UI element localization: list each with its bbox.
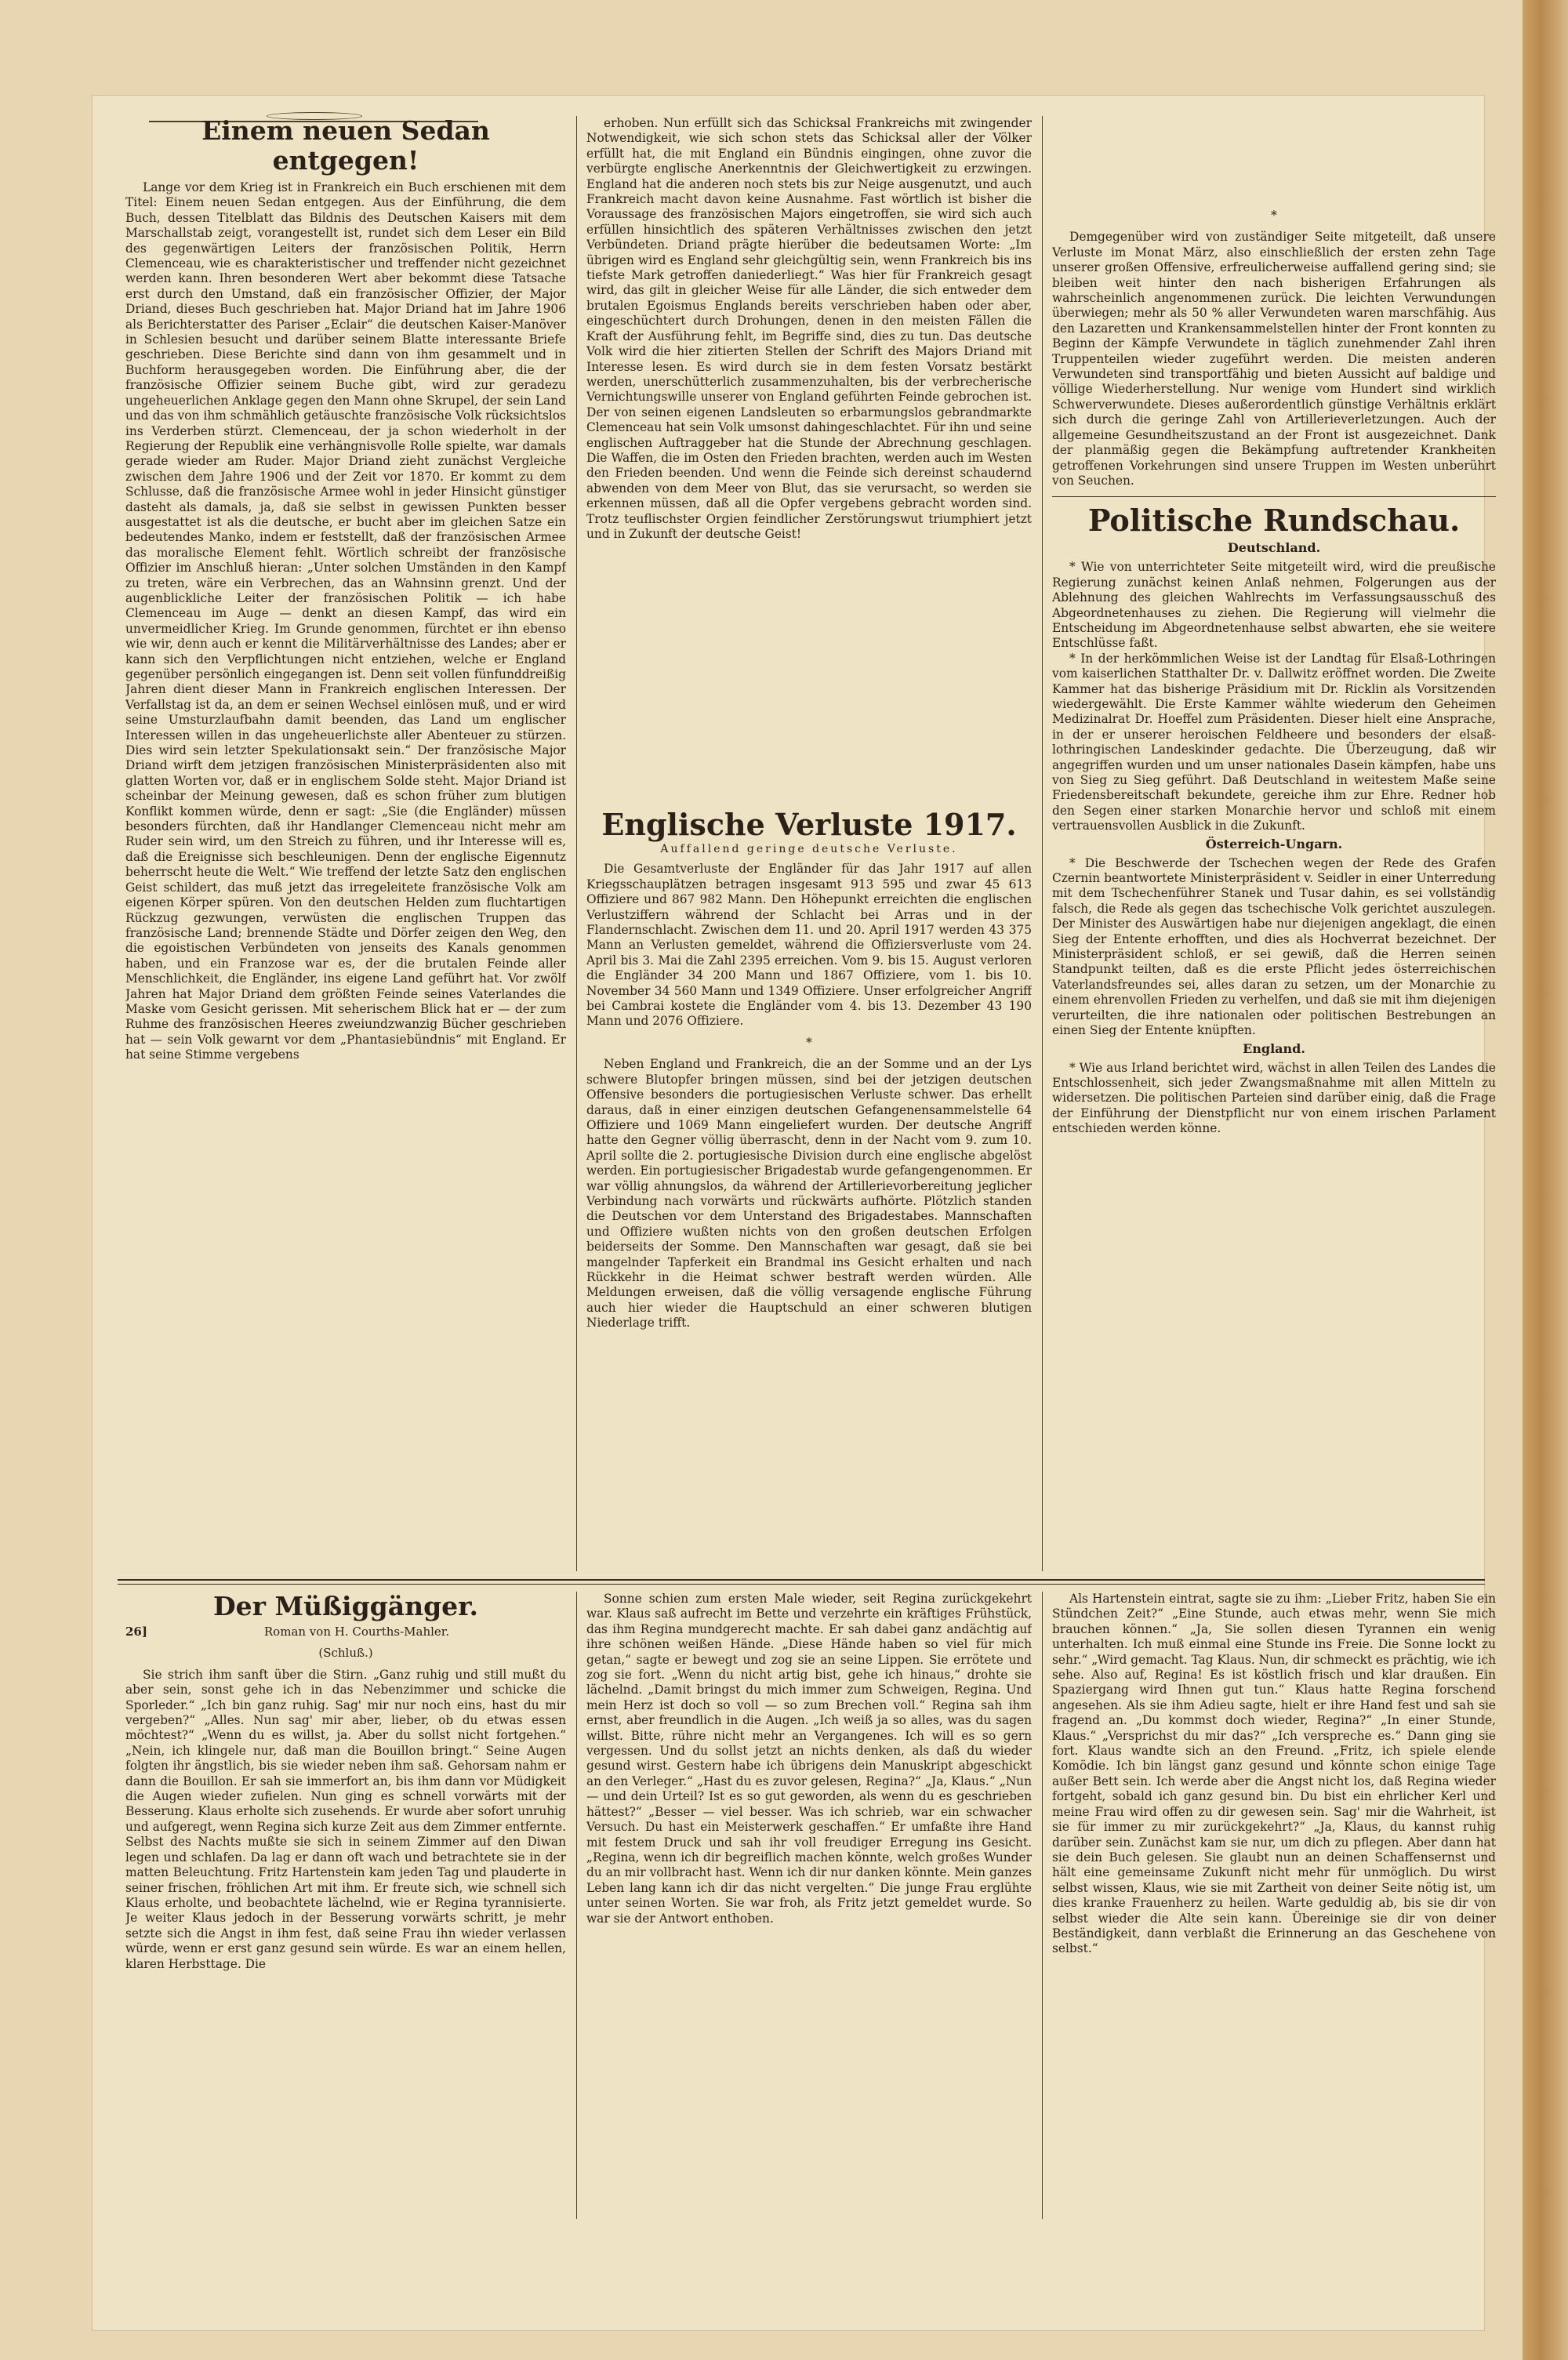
roman-rule-1 — [576, 1592, 577, 2219]
page-fold-edge — [1523, 0, 1568, 2360]
article-subtitle-verluste: Auffallend geringe deutsche Verluste. — [660, 843, 958, 855]
rundschau-paragraph: * Wie von unterrichteter Seite mitgeteilt wird, wird die preußische Regierung zunächst keinen Anlaß nehmen, Folgerungen aus der Ablehnung des gleichen Wahlrechts im Verfassungsausschuß des Abgeordnetenhauses zu ziehen. Die Regierung will vielmehr die Entscheidung im Abgeordnetenhause selbst abwarten, ehe sie weitere Entschlüsse faßt. — [1052, 560, 1496, 651]
column-3 — [1052, 116, 1496, 1574]
separator-star: * — [806, 1035, 812, 1050]
separator-star-2: * — [1271, 209, 1277, 223]
column-rule-2 — [1042, 116, 1043, 1571]
roman-title: Der Müßiggänger. — [212, 1592, 479, 1621]
roman-note: (Schluß.) — [318, 1646, 373, 1661]
roman-rule-2 — [1042, 1592, 1043, 2219]
rundschau-sections — [1052, 539, 1496, 1136]
article-title-sedan: Einem neuen Sedan entgegen! — [201, 116, 490, 176]
roman-text-1: Sie strich ihm sanft über die Stirn. „Ganz ruhig und still mußt du aber sein, sonst gehe ich in das Nebenzimmer und schicke die Sporleder.“ „Ich bin ganz ruhig. Sag' mir nur noch eins, hast du mir vergeben?“ „Alles. Nun sag' mir aber, lieber, ob du etwas essen möchtest?“ „Wenn du es willst, ja. Aber du sollst nicht fortgehen.“ „Nein, ich klingele nur, daß man die Bouillon bringt.“ Seine Augen folgten ihr ängstlich, bis sie wieder neben ihm saß. Gehorsam nahm er dann die Bouillon. Er sah sie immerfort an, bis ihm dann vor Müdigkeit die Augen wieder zufielen. Nun ging es schnell vorwärts mit der Besserung. Klaus erholte sich zusehends. Er wurde aber sofort unruhig und aufgeregt, wenn Regina sich kurze Zeit aus dem Zimmer entfernte. Selbst des Nachts mußte sie sich in seinem Zimmer auf den Diwan legen und schlafen. Da lag er dann oft wach und betrachtete sie in der matten Beleuchtung. Fritz Hartenstein kam jeden Tag und plauderte in seiner frischen, fröhlichen Art mit ihm. Er freute sich, wie schnell sich Klaus erholte, und beobachtete lächelnd, wie er Regina tyrannisierte. Je weiter Klaus jedoch in der Besserung vorwärts schritt, je mehr setzte sich die Angst in ihm fest, daß seine Frau ihn wieder verlassen würde, wenn er erst ganz gesund sein würde. Es war an einem hellen, klaren Herbsttage. Die — [125, 1667, 566, 1971]
rundschau-section-head: Österreich-Ungarn. — [1205, 836, 1343, 851]
section-divider — [118, 1579, 1485, 1581]
column-2-bottom — [586, 808, 1032, 1571]
article-text-verluste-2: Neben England und Frankreich, die an der Somme und an der Lys schwere Blutopfer bringen müssen, sind bei der jetzigen deutschen Offensive besonders die portugiesischen Verluste schwer. Das erhellt daraus, daß in einer einzigen deutschen Gefangenensammelstelle 64 Offiziere und 1069 Mann eingeliefert wurden. Der deutsche Angriff hatte den Gegner völlig überrascht, denn in der Nacht vom 9. zum 10. April sollte die 2. portugiesische Division durch eine englische abgelöst werden. Ein portugiesischer Brigadestab wurde gefangengenommen. Er war völlig ahnungslos, da während der Artillerievorbereitung jeglicher Verbindung nach vorwärts und rückwärts aufhörte. Plötzlich standen die Deutschen vor dem Unterstand des Brigadestabes. Mannschaften und Offiziere wußten nichts von den großen deutschen Erfolgen beiderseits der Somme. Den Mannschaften war gesagt, daß sie bei mangelnder Tapferkeit ein Brandmal ins Gesicht erhalten und nach Rückkehr in die Heimat schwer bestraft werden würden. Alle Meldungen erweisen, daß die völlig versagende englische Führung auch hier wieder die Hauptschuld an einer schweren blutigen Niederlage trifft. — [586, 1057, 1032, 1331]
roman-column-1 — [125, 1592, 566, 2219]
rundschau-rule — [1052, 496, 1496, 497]
roman-number: 26] — [125, 1625, 147, 1639]
roman-column-2 — [586, 1592, 1032, 2219]
column-1 — [125, 116, 566, 1576]
rundschau-paragraph: * Wie aus Irland berichtet wird, wächst in allen Teilen des Landes die Entschlossenheit, sich jeder Zwangsmaßnahme mit allen Mitteln zu widersetzen. Die politischen Parteien sind darüber einig, daß die Frage der Einführung der Dienstpflicht nur von einem irischen Parlament entschieden werden könne. — [1052, 1060, 1496, 1136]
roman-byline-row — [125, 1625, 566, 1639]
roman-text-2: Sonne schien zum ersten Male wieder, seit Regina zurückgekehrt war. Klaus saß aufrecht im Bette und verzehrte ein kräftiges Frühstück, das ihm Regina mundgerecht machte. Er sah dabei ganz andächtig auf ihre schönen weißen Hände. „Diese Hände haben so viel für mich getan,“ sagte er bewegt und zog sie an seine Lippen. Sie errötete und zog sie fort. „Wenn du nicht artig bist, gehe ich hinaus,“ drohte sie lächelnd. „Damit bringst du mich immer zum Schweigen, Regina. Und mein Herz ist doch so voll — so zum Brechen voll.“ Regina sah ihm ernst, aber freundlich in die Augen. „Ich weiß ja so alles, was du sagen willst. Bitte, rühre nicht mehr an Vergangenes. Ich will es so gern vergessen. Und du sollst jetzt an nichts denken, als daß du wieder gesund wirst. Gestern habe ich übrigens dein Manuskript abgeschickt an den Verleger.“ „Hast du es zuvor gelesen, Regina?“ „Ja, Klaus.“ „Nun — und dein Urteil? Ist es so gut geworden, als wenn du es geschrieben hättest?“ „Besser — viel besser. Was ich schrieb, war ein schwacher Versuch. Du hast ein Meisterwerk geschaffen.“ Er umfaßte ihre Hand mit festem Druck und sah ihr voll freudiger Erregung ins Gesicht. „Regina, wenn ich dir begreiflich machen könnte, welch großes Wunder du an mir vollbracht hast. Wenn ich dir nur danken könnte. Mein ganzes Leben lang kann ich dir das nicht vergelten.“ Die junge Frau erglühte unter seinen Worten. Sie war froh, als Fritz jetzt gemeldet wurde. So war sie der Antwort enthoben. — [586, 1592, 1032, 1926]
rundschau-section-head: Deutschland. — [1227, 540, 1321, 556]
section-divider-thin — [118, 1584, 1485, 1585]
roman-author: Roman von H. Courths-Mahler. — [263, 1625, 450, 1639]
article-text-sedan: Lange vor dem Krieg ist in Frankreich ein Buch erschienen mit dem Titel: Einem neuen Sedan entgegen. Aus der Einführung, die dem Buch, dessen Titelblatt das Bildnis des Deutschen Kaisers mit dem Marschallstab zeigt, vorangestellt ist, rundet sich dem Leser ein Bild des gegenwärtigen Leiters der französischen Politik, Herrn Clemenceau, wie es charakteristischer und treffender nicht gezeichnet werden kann. Ihren besonderen Wert aber bekommt diese Tatsache erst durch den Umstand, daß ein französischer Offizier, der Major Driand, dieses Buch geschrieben hat. Major Driand hat im Jahre 1906 als Berichterstatter des Pariser „Eclair“ die deutschen Kaiser-Manöver in Schlesien besucht und darüber seinem Blatte interessante Briefe geschrieben. Diese Berichte sind dann von ihm gesammelt und in Buchform herausgegeben worden. Die Einführung aber, die der französische Offizier seinem Buche gibt, wird zur geradezu ungeheuerlichen Anklage gegen den Mann ohne Skrupel, der sein Land und das von ihm schmählich getäuschte französische Volk rücksichtslos ins Verderben stürzt. Clemenceau, der ja schon wiederholt in der Regierung der Republik eine verhängnisvolle Rolle spielte, war damals gerade wieder am Ruder. Major Driand zieht zunächst Vergleiche zwischen dem Jahre 1906 und der Zeit vor 1870. Er kommt zu dem Schlusse, daß die französische Armee wohl in jeder Hinsicht günstiger dasteht als damals, ja, daß sie selbst in gewissen Punkten besser ausgestattet ist als die deutsche, er bucht aber im gleichen Satze ein bedeutendes Manko, indem er feststellt, daß der französischen Armee das moralische Element fehlt. Wörtlich schreibt der französische Offizier im Anschluß hieran: „Unter solchen Umständen in den Kampf zu treten, wäre ein Verbrechen, das an Wahnsinn grenzt. Und der augenblickliche Leiter der französischen Politik — ich habe Clemenceau im Auge — denkt an diesen Kampf, das wird ein unvermeidlicher Krieg. Im Grunde genommen, fürchtet er ihn ebenso wie wir, denn auch er kennt die Militärverhältnisse des Landes; aber er kann sich den Verpflichtungen nicht entziehen, welche er England gegenüber persönlich eingegangen ist. Denn seit vollen fünfunddreißig Jahren dient dieser Mann in Frankreich englischen Interessen. Der Verfallstag ist da, an dem er seinen Wechsel einlösen muß, und er wird seine Umsturzlaufbahn damit beenden, das Land um englischer Interessen willen in das ungeheuerlichste aller Abenteuer zu stürzen. Dies wird sein letzter Spekulationsakt sein.“ Der französische Major Driand wirft dem jetzigen französischen Ministerpräsidenten also mit glatten Worten vor, daß er in englischem Solde steht. Major Driand ist scheinbar der Meinung gewesen, daß es schon früher zum blutigen Konflikt kommen würde, denn er sagt: „Sie (die Engländer) müssen besonders fürchten, daß ihr Handlanger Clemenceau nicht mehr am Ruder sein wird, um den Streich zu führen, und ihr Interesse will es, daß die Ereignisse sich beschleunigen. Denn der englische Eigennutz beherrscht heute die Welt.“ Wie treffend der letzte Satz den englischen Geist schildert, das muß jetzt das irregeleitete französische Volk am eigenen Körper spüren. Von den deutschen Helden zum fluchtartigen Rückzug gezwungen, verwüsten die englischen Truppen das französische Land; brennende Städte und Dörfer zeigen den Weg, den die egoistischen Verbündeten von jenseits des Kanals genommen haben, und ein Franzose war es, der die brutalen Feinde aller Menschlichkeit, die Engländer, ins eigene Land geführt hat. Vor zwölf Jahren hat Major Driand dem größten Feinde seines Vaterlandes die Maske vom Gesicht gerissen. Mit seherischem Blick hat er — der zum Ruhme des französischen Heeres zweiundzwanzig Bücher geschrieben hat — sein Volk gewarnt vor dem „Phantasiebündnis“ mit England. Er hat seine Stimme vergebens — [125, 180, 566, 1062]
article-title-rundschau: Politische Rundschau. — [1087, 503, 1461, 539]
roman-text-3: Als Hartenstein eintrat, sagte sie zu ihm: „Lieber Fritz, haben Sie ein Stündchen Zeit?“ „Eine Stunde, auch etwas mehr, wenn Sie mich brauchen können.“ „Ja, Sie sollen diesen Tyrannen ein wenig unterhalten. Ich muß einmal eine Stunde ins Freie. Die Sonne lockt zu sehr.“ „Wird gemacht. Tag Klaus. Nun, dir schmeckt es prächtig, wie ich sehe. Also auf, Regina! Es ist köstlich frisch und klar draußen. Ein Spaziergang wird Ihnen gut tun.“ Klaus hatte Regina forschend angesehen. Als sie ihm Adieu sagte, hielt er ihre Hand fest und sah sie fragend an. „Du kommst doch wieder, Regina?“ „In einer Stunde, Klaus.“ „Versprichst du mir das?“ „Ich verspreche es.“ Dann ging sie fort. Klaus wandte sich an den Freund. „Fritz, ich spiele elende Komödie. Ich bin längst ganz gesund und könnte schon einige Tage außer Bett sein. Ich werde aber die Angst nicht los, daß Regina wieder fortgeht, sobald ich ganz gesund bin. Du bist ein ehrlicher Kerl und meine Frau wird offen zu dir gewesen sein. Sag' mir die Wahrheit, ist sie für immer zu mir zurückgekehrt?“ „Ja, Klaus, du kannst ruhig darüber sein. Zunächst kam sie nur, um dich zu pflegen. Aber dann hat sie dein Buch gelesen. Sie glaubt nun an deinen Schaffensernst und hält eine gemeinsame Zukunft nicht mehr für unmöglich. Du wirst selbst wissen, Klaus, wie sie mit Zartheit von deiner Seite nötig ist, um dies kranke Frauenherz zu heilen. Warte geduldig ab, bis sie dir von selbst wieder die Alte sein kann. Übereinige sie dir von deiner Beständigkeit, dann verblaßt die Erinnerung an das Geschehene von selbst.“ — [1052, 1592, 1496, 1956]
rundschau-paragraph: * In der herkömmlichen Weise ist der Landtag für Elsaß-Lothringen vom kaiserlichen Statthalter Dr. v. Dallwitz eröffnet worden. Die Zweite Kammer hat das bisherige Präsidium mit Dr. Ricklin als Vorsitzenden wiedergewählt. Die Erste Kammer wählte wiederum den Geheimen Medizinalrat Dr. Hoeffel zum Präsidenten. Dieser hielt eine Ansprache, in der er unserer heroischen Feldheere und besonders der elsaß-lothringischen Landeskinder gedachte. Die Überzeugung, daß wir angegriffen wurden und um unser nationales Dasein kämpfen, habe uns von Sieg zu Sieg geführt. Daß Deutschland in weitestem Maße seine Friedensbereitschaft bekundete, gereiche ihm zur Ehre. Redner hob den Segen einer starken Monarchie hervor und schloß mit einem vertrauensvollen Ausblick in die Zukunft. — [1052, 651, 1496, 833]
rundschau-section-head: England. — [1243, 1040, 1305, 1056]
article-title-verluste: Englische Verluste 1917. — [601, 808, 1017, 842]
article-text-verwundete: Demgegenüber wird von zuständiger Seite mitgeteilt, daß unsere Verluste im Monat März, also einschließlich der ersten zehn Tage unserer großen Offensive, erfreulicherweise auffallend gering sind; sie bleiben weit hinter den nach bisherigen Erfahrungen als wahrscheinlich angenommenen zurück. Die leichten Verwundungen überwiegen; mehr als 50 % aller Verwundeten waren marschfähig. Aus den Lazaretten und Krankensammelstellen hinter der Front konnten zu Beginn der Kämpfe Verwundete in täglich zunehmender Zahl ihren Truppenteilen wieder zugeführt werden. Die meisten anderen Verwundeten sind transportfähig und bieten Aussicht auf baldige und völlige Wiederherstellung. Nur wenige vom Hundert sind wirklich Schwerverwundete. Dieses außerordentlich günstige Verhältnis erklärt sich durch die geringe Zahl von Artillerieverletzungen. Auch der allgemeine Gesundheitszustand an der Front ist ausgezeichnet. Dank der planmäßig gegen die Bekämpfung auftretender Krankheiten getroffenen Vorkehrungen sind unsere Truppen im Westen unberührt von Seuchen. — [1052, 230, 1496, 488]
column-rule-1 — [576, 116, 577, 1571]
article-text-sedan-cont: erhoben. Nun erfüllt sich das Schicksal Frankreichs mit zwingender Notwendigkeit, wie sich schon stets das Schicksal aller der Völker erfüllt hat, die mit England ein Bündnis eingingen, ohne zuvor die verbürgte englische Anerkenntnis der Gleichwertigkeit zu erzwingen. England hat die anderen noch stets bis zur Neige ausgenutzt, und auch Frankreich macht davon keine Ausnahme. Fast wörtlich ist bisher die Voraussage des französischen Majors eingetroffen, sie wird sich auch erfüllen hinsichtlich des späteren Verhältnisses zwischen den jetzt Verbündeten. Driand prägte hierüber die bedeutsamen Worte: „Im übrigen wird es England sehr gleichgültig sein, wenn Frankreich bis ins tiefste Mark getroffen daniederliegt.“ Was hier für Frankreich gesagt wird, das gilt in gleicher Weise für alle Länder, die sich entweder dem brutalen Egoismus Englands bereits verschrieben haben oder aber, eingeschüchtert durch Drohungen, denen in den meisten Fällen die Kraft der Ausführung fehlt, im Begriffe sind, dies zu tun. Das deutsche Volk wird die hier zitierten Stellen der Schrift des Majors Driand mit Interesse lesen. Es wird durch sie in dem festen Vorsatz bestärkt werden, unerschütterlich zusammenzuhalten, bis der verbrecherische Vernichtungswille unserer von England geführten Feinde gebrochen ist. Der von seinen eigenen Landsleuten so erbarmungslos gebrandmarkte Clemenceau hat sein Volk umsonst dahingeschlachtet. Für ihn und seine englischen Auftraggeber hat die Stunde der Abrechnung geschlagen. Die Waffen, die im Osten den Frieden brachten, werden auch im Westen den Frieden beenden. Und wenn die Feinde sich dereinst schaudernd abwenden von dem Meer von Blut, das sie verursacht, so werden sie erkennen müssen, daß all die Opfer vergebens gebracht worden sind. Trotz teuflischster Orgien feindlicher Zerstörungswut triumphiert jetzt und in Zukunft der deutsche Geist! — [586, 116, 1032, 541]
column-2-top — [586, 116, 1032, 822]
rundschau-paragraph: * Die Beschwerde der Tschechen wegen der Rede des Grafen Czernin beantwortete Ministerpräsident v. Seidler in einer Unterredung mit dem Tschechenführer Stanek und Tusar dahin, es sei vollständig falsch, die Rede als gegen das tschechische Volk gerichtet auszulegen. Der Minister des Auswärtigen habe nur diejenigen angeklagt, die einen Sieg der Entente erhofften, und dies als Hochverrat bezeichnet. Der Ministerpräsident schloß, er sei gewiß, daß die Herren seinen Standpunkt teilten, daß es die erste Pflicht jedes österreichischen Vaterlandsfreundes sei, alles daran zu setzen, um der Monarchie zu einem ehrenvollen Frieden zu verhelfen, und daß sie mit ihm diejenigen verurteilten, die ihre nationalen oder politischen Bestrebungen an einen Sieg der Entente knüpften. — [1052, 855, 1496, 1038]
article-text-verluste: Die Gesamtverluste der Engländer für das Jahr 1917 auf allen Kriegsschauplätzen betragen insgesamt 913 595 und zwar 45 613 Offiziere und 867 982 Mann. Den Höhepunkt erreichten die englischen Verlustziffern während der Schlacht bei Arras und in der Flandernschlacht. Zwischen dem 11. und 20. April 1917 werden 43 375 Mann an Verlusten gemeldet, während die Offiziersverluste vom 24. April bis 3. Mai die Zahl 2395 erreichen. Vom 9. bis 15. August verloren die Engländer 34 200 Mann und 1867 Offiziere, vom 1. bis 10. November 34 560 Mann und 1349 Offiziere. Unser erfolgreicher Angriff bei Cambrai kostete die Engländer vom 4. bis 13. Dezember 43 190 Mann und 2076 Offiziere. — [586, 862, 1032, 1029]
roman-column-3 — [1052, 1592, 1496, 2219]
